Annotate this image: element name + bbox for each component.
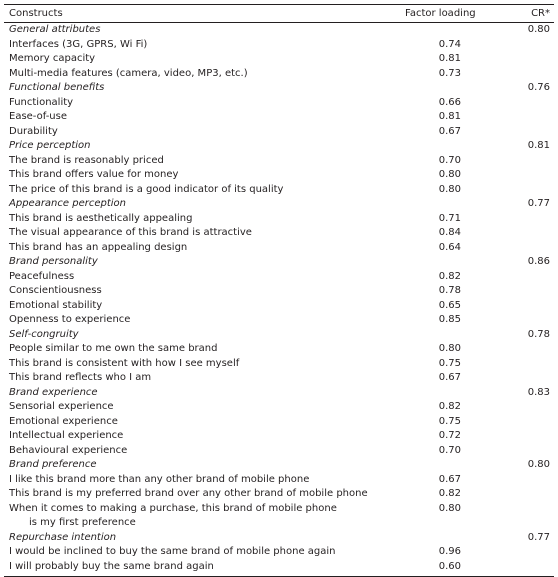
item-label: I like this brand more than any other brand of mobile phone [9, 473, 310, 485]
item-label-cell [4, 342, 380, 357]
construct-name: Functional benefits [9, 82, 105, 93]
item-label-cell [4, 168, 380, 183]
header-factor-loading: Factor loading [405, 8, 476, 19]
item-label-cell [4, 487, 380, 502]
item-label: Openness to experience [9, 314, 131, 325]
item-row [4, 212, 554, 227]
factor-loading-value: 0.70 [438, 444, 461, 456]
item-row [4, 487, 554, 502]
item-label: This brand reflects who I am [9, 372, 152, 383]
item-row [4, 444, 554, 459]
construct-name: General attributes [9, 24, 101, 35]
factor-loading-value: 0.74 [438, 38, 461, 50]
item-row [4, 52, 554, 67]
item-label: Sensorial experience [9, 401, 114, 412]
item-label-cell [4, 183, 380, 198]
constructs-table [4, 4, 554, 577]
item-row [4, 270, 554, 285]
item-label-cell [4, 270, 380, 285]
factor-loading-value: 0.75 [438, 415, 461, 427]
construct-name: Self-congruity [9, 328, 79, 340]
item-row [4, 168, 554, 183]
item-label-cell [4, 473, 380, 488]
header-constructs: Constructs [9, 8, 63, 19]
item-row [4, 226, 554, 241]
item-label: This brand is my preferred brand over any other brand of mobile phone [9, 488, 368, 499]
construct-name: Brand preference [9, 459, 97, 470]
item-label-cell [4, 415, 380, 430]
item-label: The brand is reasonably priced [9, 154, 164, 166]
factor-loading-value: 0.67 [438, 372, 461, 383]
item-label-cell [4, 110, 380, 125]
construct-group-row [4, 386, 554, 401]
item-label-cell [4, 241, 380, 256]
item-row [4, 560, 554, 575]
factor-loading-value: 0.60 [438, 560, 461, 572]
item-label: Memory capacity [9, 53, 96, 64]
item-row [4, 110, 554, 125]
item-label-cell [4, 226, 380, 241]
item-row [4, 241, 554, 256]
header-cr: CR* [531, 8, 550, 19]
item-label-cell [4, 545, 380, 560]
cr-value: 0.80 [527, 24, 550, 35]
item-row [4, 183, 554, 198]
cr-value: 0.81 [527, 140, 550, 151]
item-label-cell [4, 444, 380, 459]
item-label: People similar to me own the same brand [9, 343, 218, 354]
item-label: The visual appearance of this brand is attractive [9, 227, 252, 238]
factor-loading-value: 0.78 [438, 285, 461, 296]
item-row [4, 415, 554, 430]
construct-group-row [4, 458, 554, 473]
factor-loading-value: 0.85 [438, 314, 461, 325]
item-label: Functionality [9, 96, 74, 108]
factor-loading-value: 0.81 [438, 111, 461, 122]
factor-loading-value: 0.72 [438, 430, 461, 441]
item-row [4, 284, 554, 299]
item-label: I would be inclined to buy the same brand of mobile phone again [9, 546, 336, 557]
cr-value: 0.77 [527, 531, 550, 543]
item-row [4, 154, 554, 169]
item-row [4, 125, 554, 140]
cr-value: 0.77 [527, 198, 550, 209]
factor-loading-value: 0.66 [438, 96, 461, 108]
item-row [4, 545, 554, 560]
factor-loading-value: 0.73 [438, 67, 461, 79]
factor-loading-value: 0.75 [438, 357, 461, 369]
factor-loading-value: 0.67 [438, 473, 461, 485]
item-label: This brand is aesthetically appealing [9, 212, 193, 224]
item-label: Interfaces (3G, GPRS, Wi Fi) [9, 38, 148, 50]
item-row [4, 38, 554, 53]
item-row [4, 429, 554, 444]
cr-value: 0.86 [527, 256, 550, 267]
item-label-cell [4, 38, 380, 53]
item-label-cell [4, 313, 380, 328]
construct-name: Brand personality [9, 256, 98, 267]
table-header [4, 5, 554, 22]
item-row [4, 342, 554, 357]
construct-group-row [4, 81, 554, 96]
item-row [4, 371, 554, 386]
item-label-cell [4, 357, 380, 372]
construct-group-row [4, 23, 554, 38]
item-label-cell [4, 154, 380, 169]
construct-name: Price perception [9, 140, 91, 151]
factor-loading-value: 0.70 [438, 154, 461, 166]
cr-value: 0.83 [527, 386, 550, 398]
item-label-cell [4, 125, 380, 140]
construct-group-row [4, 531, 554, 546]
item-label-cell [4, 212, 380, 227]
factor-loading-value: 0.80 [438, 183, 461, 195]
item-label: Peacefulness [9, 270, 75, 282]
item-label: When it comes to making a purchase, this brand of mobile phone [9, 502, 337, 514]
factor-loading-value: 0.80 [438, 502, 461, 514]
item-label: Ease-of-use [9, 111, 68, 122]
item-label-cell [4, 284, 380, 299]
item-row [4, 400, 554, 415]
construct-group-row [4, 139, 554, 154]
item-row [4, 96, 554, 111]
item-label-cell [4, 560, 380, 575]
item-label-continuation: is my first preference [29, 517, 136, 528]
construct-group-row [4, 197, 554, 212]
item-label: This brand has an appealing design [9, 241, 188, 253]
factor-loading-value: 0.80 [438, 169, 461, 180]
item-label: Conscientiousness [9, 285, 102, 296]
table-body [4, 23, 554, 574]
construct-group-row [4, 328, 554, 343]
factor-loading-value: 0.64 [438, 241, 461, 253]
item-row [4, 313, 554, 328]
item-label: Multi-media features (camera, video, MP3, etc.) [9, 67, 248, 79]
item-row [4, 473, 554, 488]
item-label-cell [4, 429, 380, 444]
item-label-cell [4, 299, 380, 314]
factor-loading-value: 0.67 [438, 125, 461, 137]
construct-name: Brand experience [9, 386, 98, 398]
item-row [4, 67, 554, 82]
item-label-cell [4, 52, 380, 67]
construct-group-row [4, 255, 554, 270]
factor-loading-value: 0.82 [438, 401, 461, 412]
item-row [4, 502, 554, 531]
cr-value: 0.76 [527, 82, 550, 93]
factor-loading-value: 0.82 [438, 270, 461, 282]
item-label: Durability [9, 125, 58, 137]
item-label: This brand offers value for money [9, 169, 179, 180]
item-label-cell [4, 96, 380, 111]
construct-name: Appearance perception [9, 198, 126, 209]
factor-loading-value: 0.65 [438, 299, 461, 311]
factor-loading-value: 0.81 [438, 53, 461, 64]
cr-value: 0.80 [527, 459, 550, 470]
item-label-cell [4, 371, 380, 386]
construct-name: Repurchase intention [9, 531, 117, 543]
item-label-cell [4, 502, 380, 531]
factor-loading-value: 0.71 [438, 212, 461, 224]
item-label-cell [4, 67, 380, 82]
factor-loading-value: 0.82 [438, 488, 461, 499]
item-row [4, 299, 554, 314]
item-label: I will probably buy the same brand again [9, 560, 214, 572]
item-label: This brand is consistent with how I see myself [9, 357, 240, 369]
item-row [4, 357, 554, 372]
item-label: Emotional experience [9, 415, 118, 427]
item-label: Behavioural experience [9, 444, 128, 456]
cr-value: 0.78 [527, 328, 550, 340]
factor-loading-value: 0.96 [438, 546, 461, 557]
factor-loading-value: 0.84 [438, 227, 461, 238]
item-label: Intellectual experience [9, 430, 124, 441]
item-label: Emotional stability [9, 299, 103, 311]
item-label: The price of this brand is a good indicator of its quality [9, 183, 284, 195]
factor-loading-value: 0.80 [438, 343, 461, 354]
item-label-cell [4, 400, 380, 415]
